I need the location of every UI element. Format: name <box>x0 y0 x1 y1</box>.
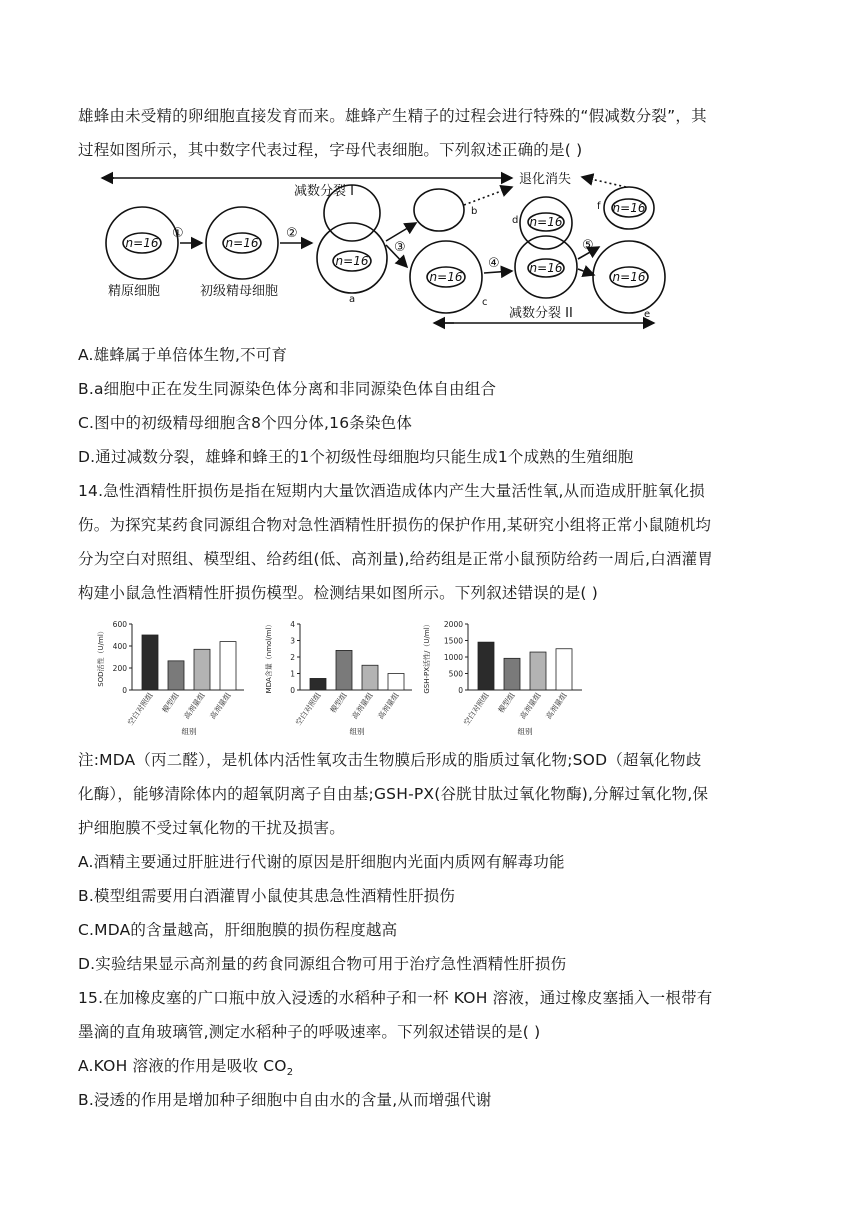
q15-stem-line-1: 15.在加橡皮塞的广口瓶中放入浸透的水稻种子和一杯 KOH 溶液，通过橡皮塞插入一根带有 <box>78 989 713 1007</box>
y-tick-label: 200 <box>112 664 127 673</box>
x-axis-label: 组别 <box>517 727 533 736</box>
meiosis-2-label: 减数分裂 II <box>509 306 573 321</box>
bar <box>336 650 352 690</box>
q15-option-b: B.浸透的作用是增加种子细胞中自由水的含量,从而增强代谢 <box>78 1091 492 1109</box>
y-tick-label: 500 <box>448 669 463 679</box>
x-axis-label: 组别 <box>181 727 197 736</box>
x-tick-label: 高剂量组 <box>208 690 233 721</box>
q14-stem-line-4: 构建小鼠急性酒精性肝损伤模型。检测结果如图所示。下列叙述错误的是( ) <box>78 584 599 602</box>
q14-stem-line-3: 分为空白对照组、模型组、给药组(低、高剂量),给药组是正常小鼠预防给药一周后,白酒灌胃 <box>78 550 714 568</box>
bar <box>504 658 520 690</box>
x-tick-label: 空白对照组 <box>125 690 155 727</box>
y-tick-label: 1 <box>290 669 295 679</box>
y-axis-label: GSH-PX活性/（U/ml） <box>423 620 431 694</box>
bar <box>556 649 572 690</box>
cell-f-label: f <box>597 201 601 212</box>
primary-spermatocyte-label: 初级精母细胞 <box>200 284 279 299</box>
x-tick-label: 高剂量组 <box>544 690 569 721</box>
x-tick-label: 模型组 <box>328 690 349 715</box>
y-tick-label: 0 <box>290 686 295 695</box>
chrom-label: n=16 <box>612 270 646 284</box>
cell-b-label: b <box>471 206 478 217</box>
y-tick-label: 1000 <box>443 653 463 662</box>
q14-stem-line-1: 14.急性酒精性肝损伤是指在短期内大量饮酒造成体内产生大量活性氧,从而造成肝脏氧化损 <box>78 482 705 500</box>
bar <box>362 665 378 690</box>
cell-d-label: d <box>512 215 519 226</box>
chrom-label: n=16 <box>529 261 563 275</box>
q13-option-d: D.通过减数分裂，雄蜂和蜂王的1个初级性母细胞均只能生成1个成熟的生殖细胞 <box>78 448 634 466</box>
degenerate-label: 退化消失 <box>519 172 572 187</box>
q13-stem-line-1: 雄蜂由未受精的卵细胞直接发育而来。雄蜂产生精子的过程会进行特殊的“假减数分裂”，其 <box>78 107 707 125</box>
chrom-label: n=16 <box>225 236 259 250</box>
q13-option-c: C.图中的初级精母细胞含8个四分体,16条染色体 <box>78 414 413 432</box>
step-5-label: ⑤ <box>582 238 594 253</box>
y-tick-label: 1500 <box>443 636 463 646</box>
q13-option-a: A.雄蜂属于单倍体生物,不可育 <box>78 346 288 364</box>
x-tick-label: 高剂量组 <box>376 690 401 721</box>
y-tick-label: 0 <box>458 686 463 695</box>
y-tick-label: 3 <box>290 636 295 646</box>
step-1-label: ① <box>172 226 184 241</box>
step-3-label: ③ <box>394 240 406 255</box>
x-axis-label: 组别 <box>349 727 365 736</box>
co2-subscript: 2 <box>286 1067 294 1079</box>
cell-e-label: e <box>644 309 651 320</box>
y-tick-label: 600 <box>112 620 127 629</box>
step-4-label: ④ <box>488 256 500 271</box>
y-tick-label: 400 <box>112 642 127 651</box>
note-line-1: 注:MDA（丙二醛），是机体内活性氧攻击生物膜后形成的脂质过氧化物;SOD（超氧化物歧 <box>78 751 702 769</box>
bar <box>530 652 546 690</box>
step-2-label: ② <box>286 226 298 241</box>
q13-option-b: B.a细胞中正在发生同源染色体分离和非同源染色体自由组合 <box>78 380 497 398</box>
bar <box>310 678 326 690</box>
q14-option-a: A.酒精主要通过肝脏进行代谢的原因是肝细胞内光面内质网有解毒功能 <box>78 853 565 871</box>
x-tick-label: 空白对照组 <box>293 690 323 727</box>
x-tick-label: 模型组 <box>496 690 517 715</box>
x-tick-label: 空白对照组 <box>461 690 491 727</box>
bar <box>220 642 236 690</box>
y-tick-label: 0 <box>122 686 127 695</box>
x-tick-label: 高剂量组 <box>350 690 375 721</box>
sod-activity-chart <box>94 618 244 738</box>
chrom-label: n=16 <box>612 201 646 215</box>
y-tick-label: 4 <box>290 620 295 629</box>
x-tick-label: 高剂量组 <box>518 690 543 721</box>
meiosis-1-label: 减数分裂 I <box>294 184 354 199</box>
cell-a-label: a <box>349 294 356 305</box>
mda-content-chart <box>262 618 412 738</box>
x-tick-label: 模型组 <box>160 690 181 715</box>
chrom-label: n=16 <box>429 270 463 284</box>
q13-stem-line-2: 过程如图所示，其中数字代表过程，字母代表细胞。下列叙述正确的是( ) <box>78 141 583 159</box>
bar <box>194 649 210 690</box>
chrom-label: n=16 <box>125 236 159 250</box>
q14-option-b: B.模型组需要用白酒灌胃小鼠使其患急性酒精性肝损伤 <box>78 887 456 905</box>
q15-option-a <box>78 1056 293 1083</box>
spermatogonium-label: 精原细胞 <box>108 284 161 299</box>
chrom-label: n=16 <box>335 254 369 268</box>
q14-option-c: C.MDA的含量越高，肝细胞膜的损伤程度越高 <box>78 921 398 939</box>
y-tick-label: 2000 <box>443 620 463 629</box>
note-line-2: 化酶），能够清除体内的超氧阴离子自由基;GSH-PX(谷胱甘肽过氧化物酶),分解过氧化物,保 <box>78 785 709 803</box>
y-axis-label: SOD活性（U/ml） <box>97 627 105 687</box>
y-axis-label: MDA含量（nmol/ml） <box>265 620 273 694</box>
q15-stem-line-2: 墨滴的直角玻璃管,测定水稻种子的呼吸速率。下列叙述错误的是( ) <box>78 1023 541 1041</box>
bar <box>168 661 184 690</box>
q15-option-a-text: A.KOH 溶液的作用是吸收 CO <box>78 1057 287 1075</box>
q14-option-d: D.实验结果显示高剂量的药食同源组合物可用于治疗急性酒精性肝损伤 <box>78 955 567 973</box>
q14-stem-line-2: 伤。为探究某药食同源组合物对急性酒精性肝损伤的保护作用,某研究小组将正常小鼠随机均 <box>78 516 712 534</box>
x-tick-label: 高剂量组 <box>182 690 207 721</box>
chrom-label: n=16 <box>529 215 563 229</box>
note-line-3: 护细胞膜不受过氧化物的干扰及损害。 <box>78 819 345 837</box>
gsh-px-activity-chart <box>420 618 588 738</box>
cell-c-label: c <box>482 297 488 308</box>
bar <box>388 674 404 691</box>
bar <box>478 642 494 690</box>
bee-meiosis-diagram <box>94 165 666 335</box>
y-tick-label: 2 <box>290 653 295 662</box>
bar <box>142 635 158 690</box>
